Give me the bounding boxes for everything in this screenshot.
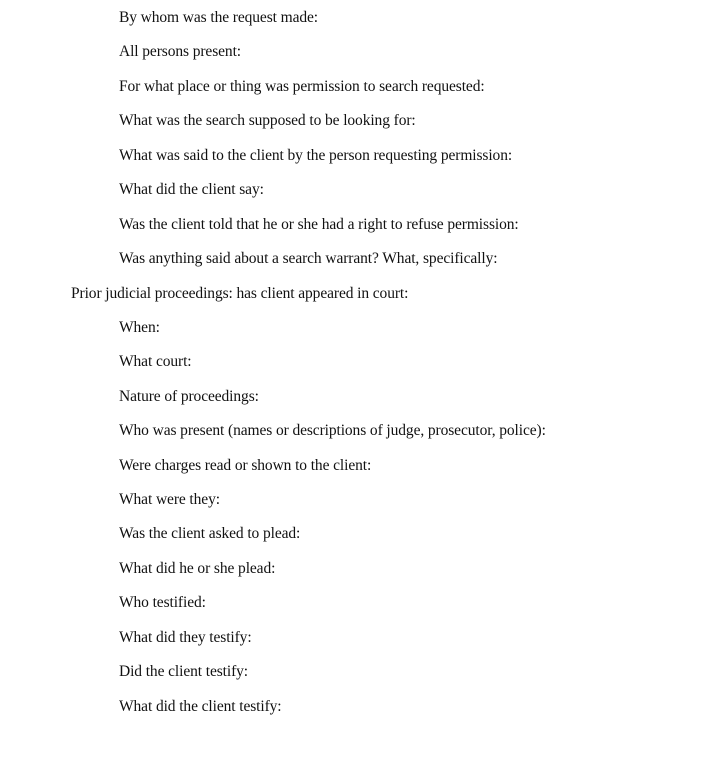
question-what-they-testify: What did they testify: bbox=[119, 629, 252, 646]
question-what-client-testify: What did the client testify: bbox=[119, 698, 282, 715]
question-who-testified: Who testified: bbox=[119, 594, 206, 611]
question-when: When: bbox=[119, 319, 160, 336]
question-request-made-by: By whom was the request made: bbox=[119, 9, 318, 26]
question-persons-present: All persons present: bbox=[119, 43, 241, 60]
question-what-were-they: What were they: bbox=[119, 491, 220, 508]
question-search-warrant: Was anything said about a search warrant? What, specifically: bbox=[119, 250, 498, 267]
question-said-to-client: What was said to the client by the person requesting permission: bbox=[119, 147, 513, 164]
question-nature-of-proceedings: Nature of proceedings: bbox=[119, 388, 259, 405]
question-search-target: What was the search supposed to be looking for: bbox=[119, 112, 416, 129]
question-what-court: What court: bbox=[119, 353, 192, 370]
section-heading-prior-proceedings: Prior judicial proceedings: has client appeared in court: bbox=[71, 285, 409, 302]
question-what-plead: What did he or she plead: bbox=[119, 560, 276, 577]
question-right-to-refuse: Was the client told that he or she had a right to refuse permission: bbox=[119, 216, 519, 233]
question-asked-to-plead: Was the client asked to plead: bbox=[119, 525, 301, 542]
question-client-testify: Did the client testify: bbox=[119, 663, 248, 680]
question-client-said: What did the client say: bbox=[119, 181, 264, 198]
question-charges-read: Were charges read or shown to the client: bbox=[119, 457, 372, 474]
question-place-to-search: For what place or thing was permission to search requested: bbox=[119, 78, 485, 95]
question-who-was-present: Who was present (names or descriptions of judge, prosecutor, police): bbox=[119, 422, 546, 439]
